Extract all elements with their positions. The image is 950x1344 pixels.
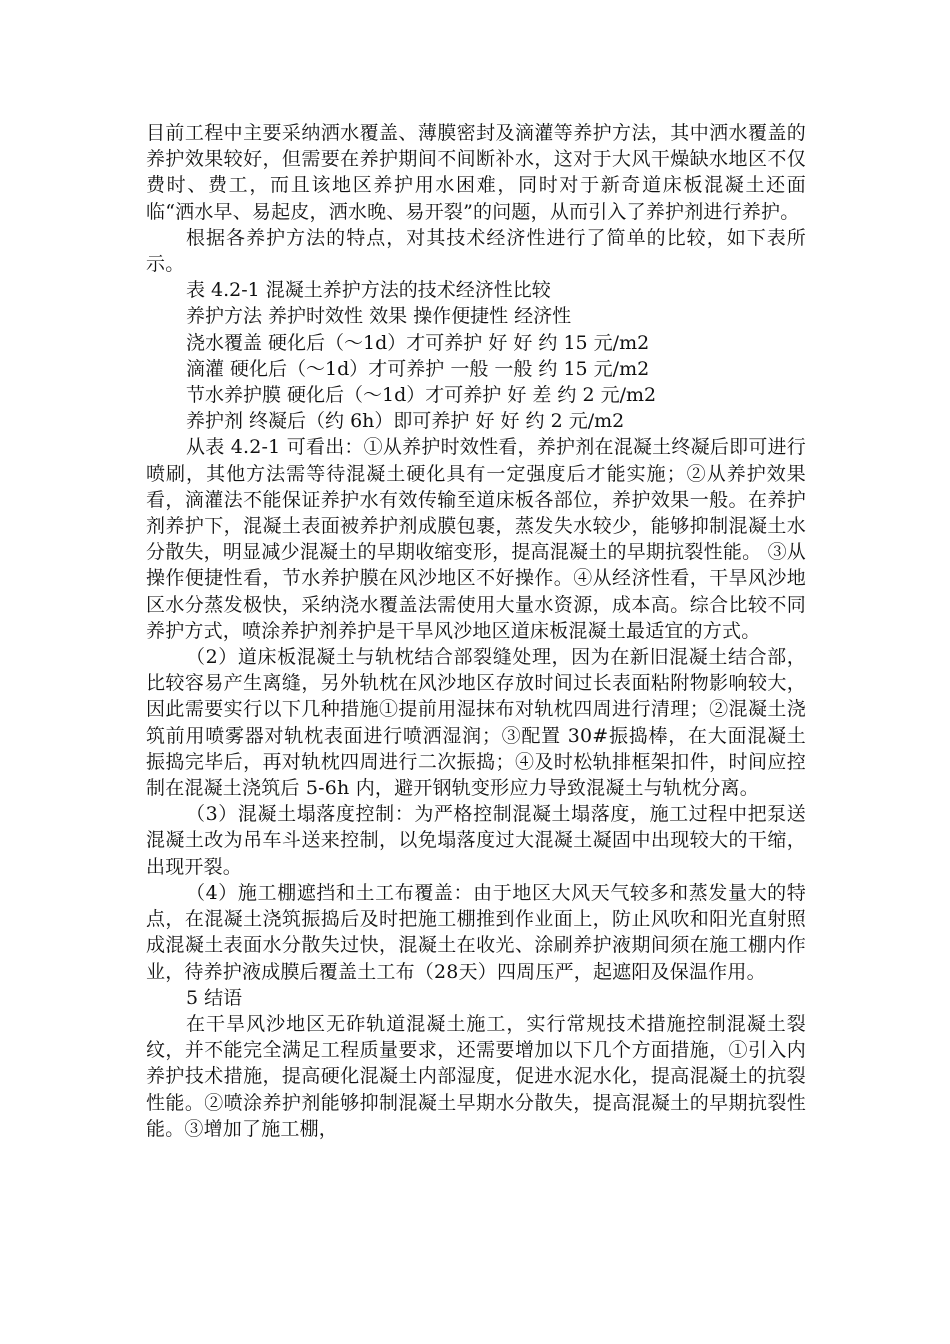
- table-caption: 表 4.2-1 混凝土养护方法的技术经济性比较: [186, 279, 551, 302]
- paragraph-curing-methods: 目前工程中主要采纳洒水覆盖、薄膜密封及滴灌等养护方法，其中洒水覆盖的养护效果较好，但需要在养护期间不间断补水，这对于大风干燥缺水地区不仅费时、费工，而且该地区养护用水困难，同时对于新奇道床板混凝土还面临“洒水早、易起皮，洒水晚、易开裂”的问题，从而引入了养护剂进行养护。: [146, 122, 806, 223]
- paragraph-table-analysis: 从表 4.2-1 可看出：①从养护时效性看，养护剂在混凝土终凝后即可进行喷刷，其他方法需等待混凝土硬化具有一定强度后才能实施；②从养护效果看，滴灌法不能保证养护水有效传输至道床板各部位，养护效果一般。在养护剂养护下，混凝土表面被养护剂成膜包裹，蒸发失水较少，能够抑制混凝土水分散失，明显减少混凝土的早期收缩变形，提高混凝土的早期抗裂性能。 ③从操作便捷性看，节水养护膜在风沙地区不好操作。④从经济性看，干旱风沙地区水分蒸发极快，采纳浇水覆盖法需使用大量水资源，成本高。综合比较不同养护方式，喷涂养护剂养护是干旱风沙地区道床板混凝土最适宜的方式。: [146, 436, 806, 642]
- paragraph-shed-covering: （4）施工棚遮挡和土工布覆盖：由于地区大风天气较多和蒸发量大的特点，在混凝土浇筑振捣后及时把施工棚推到作业面上，防止风吹和阳光直射照成混凝土表面水分散失过快，混凝土在收光、涂刷养护液期间须在施工棚内作业，待养护液成膜后覆盖土工布（28天）四周压严，起遮阳及保温作用。: [146, 881, 806, 983]
- document-body: [146, 120, 806, 1142]
- section-heading: 5 结语: [186, 986, 243, 1009]
- table-row: 滴灌 硬化后（～1d）才可养护 一般 一般 约 15 元/m2: [186, 357, 650, 380]
- table-row: 浇水覆盖 硬化后（～1d）才可养护 好 好 约 15 元/m2: [186, 331, 650, 354]
- paragraph-slump-control: （3）混凝土塌落度控制：为严格控制混凝土塌落度，施工过程中把泵送混凝土改为吊车斗送来控制，以免塌落度过大混凝土凝固中出现较大的干缩，出现开裂。: [146, 803, 806, 878]
- paragraph-sleeper-joint: （2）道床板混凝土与轨枕结合部裂缝处理，因为在新旧混凝土结合部，比较容易产生离缝，另外轨枕在风沙地区存放时间过长表面粘附物影响较大，因此需要实行以下几种措施①提前用湿抹布对轨枕四周进行清理；②混凝土浇筑前用喷雾器对轨枕表面进行喷洒湿润；③配置 30#振捣棒，在大面混凝土振捣完毕后，再对轨枕四周进行二次振捣；④及时松轨排框架扣件，时间应控制在混凝土浇筑后 5-6h 内，避开钢轨变形应力导致混凝土与轨枕分离。: [146, 646, 806, 800]
- table-row: 养护剂 终凝后（约 6h）即可养护 好 好 约 2 元/m2: [186, 410, 625, 433]
- paragraph-conclusion: 在干旱风沙地区无砟轨道混凝土施工，实行常规技术措施控制混凝土裂纹，并不能完全满足工程质量要求，还需要增加以下几个方面措施，①引入内养护技术措施，提高硬化混凝土内部湿度，促进水泥水化，提高混凝土的抗裂性能。②喷涂养护剂能够抑制混凝土早期水分散失，提高混凝土的早期抗裂性能。③增加了施工棚，: [146, 1012, 806, 1140]
- table-header-row: 养护方法 养护时效性 效果 操作便捷性 经济性: [186, 305, 572, 328]
- table-row: 节水养护膜 硬化后（～1d）才可养护 好 差 约 2 元/m2: [186, 384, 657, 407]
- paragraph-comparison-intro: 根据各养护方法的特点，对其技术经济性进行了简单的比较，如下表所示。: [146, 226, 806, 276]
